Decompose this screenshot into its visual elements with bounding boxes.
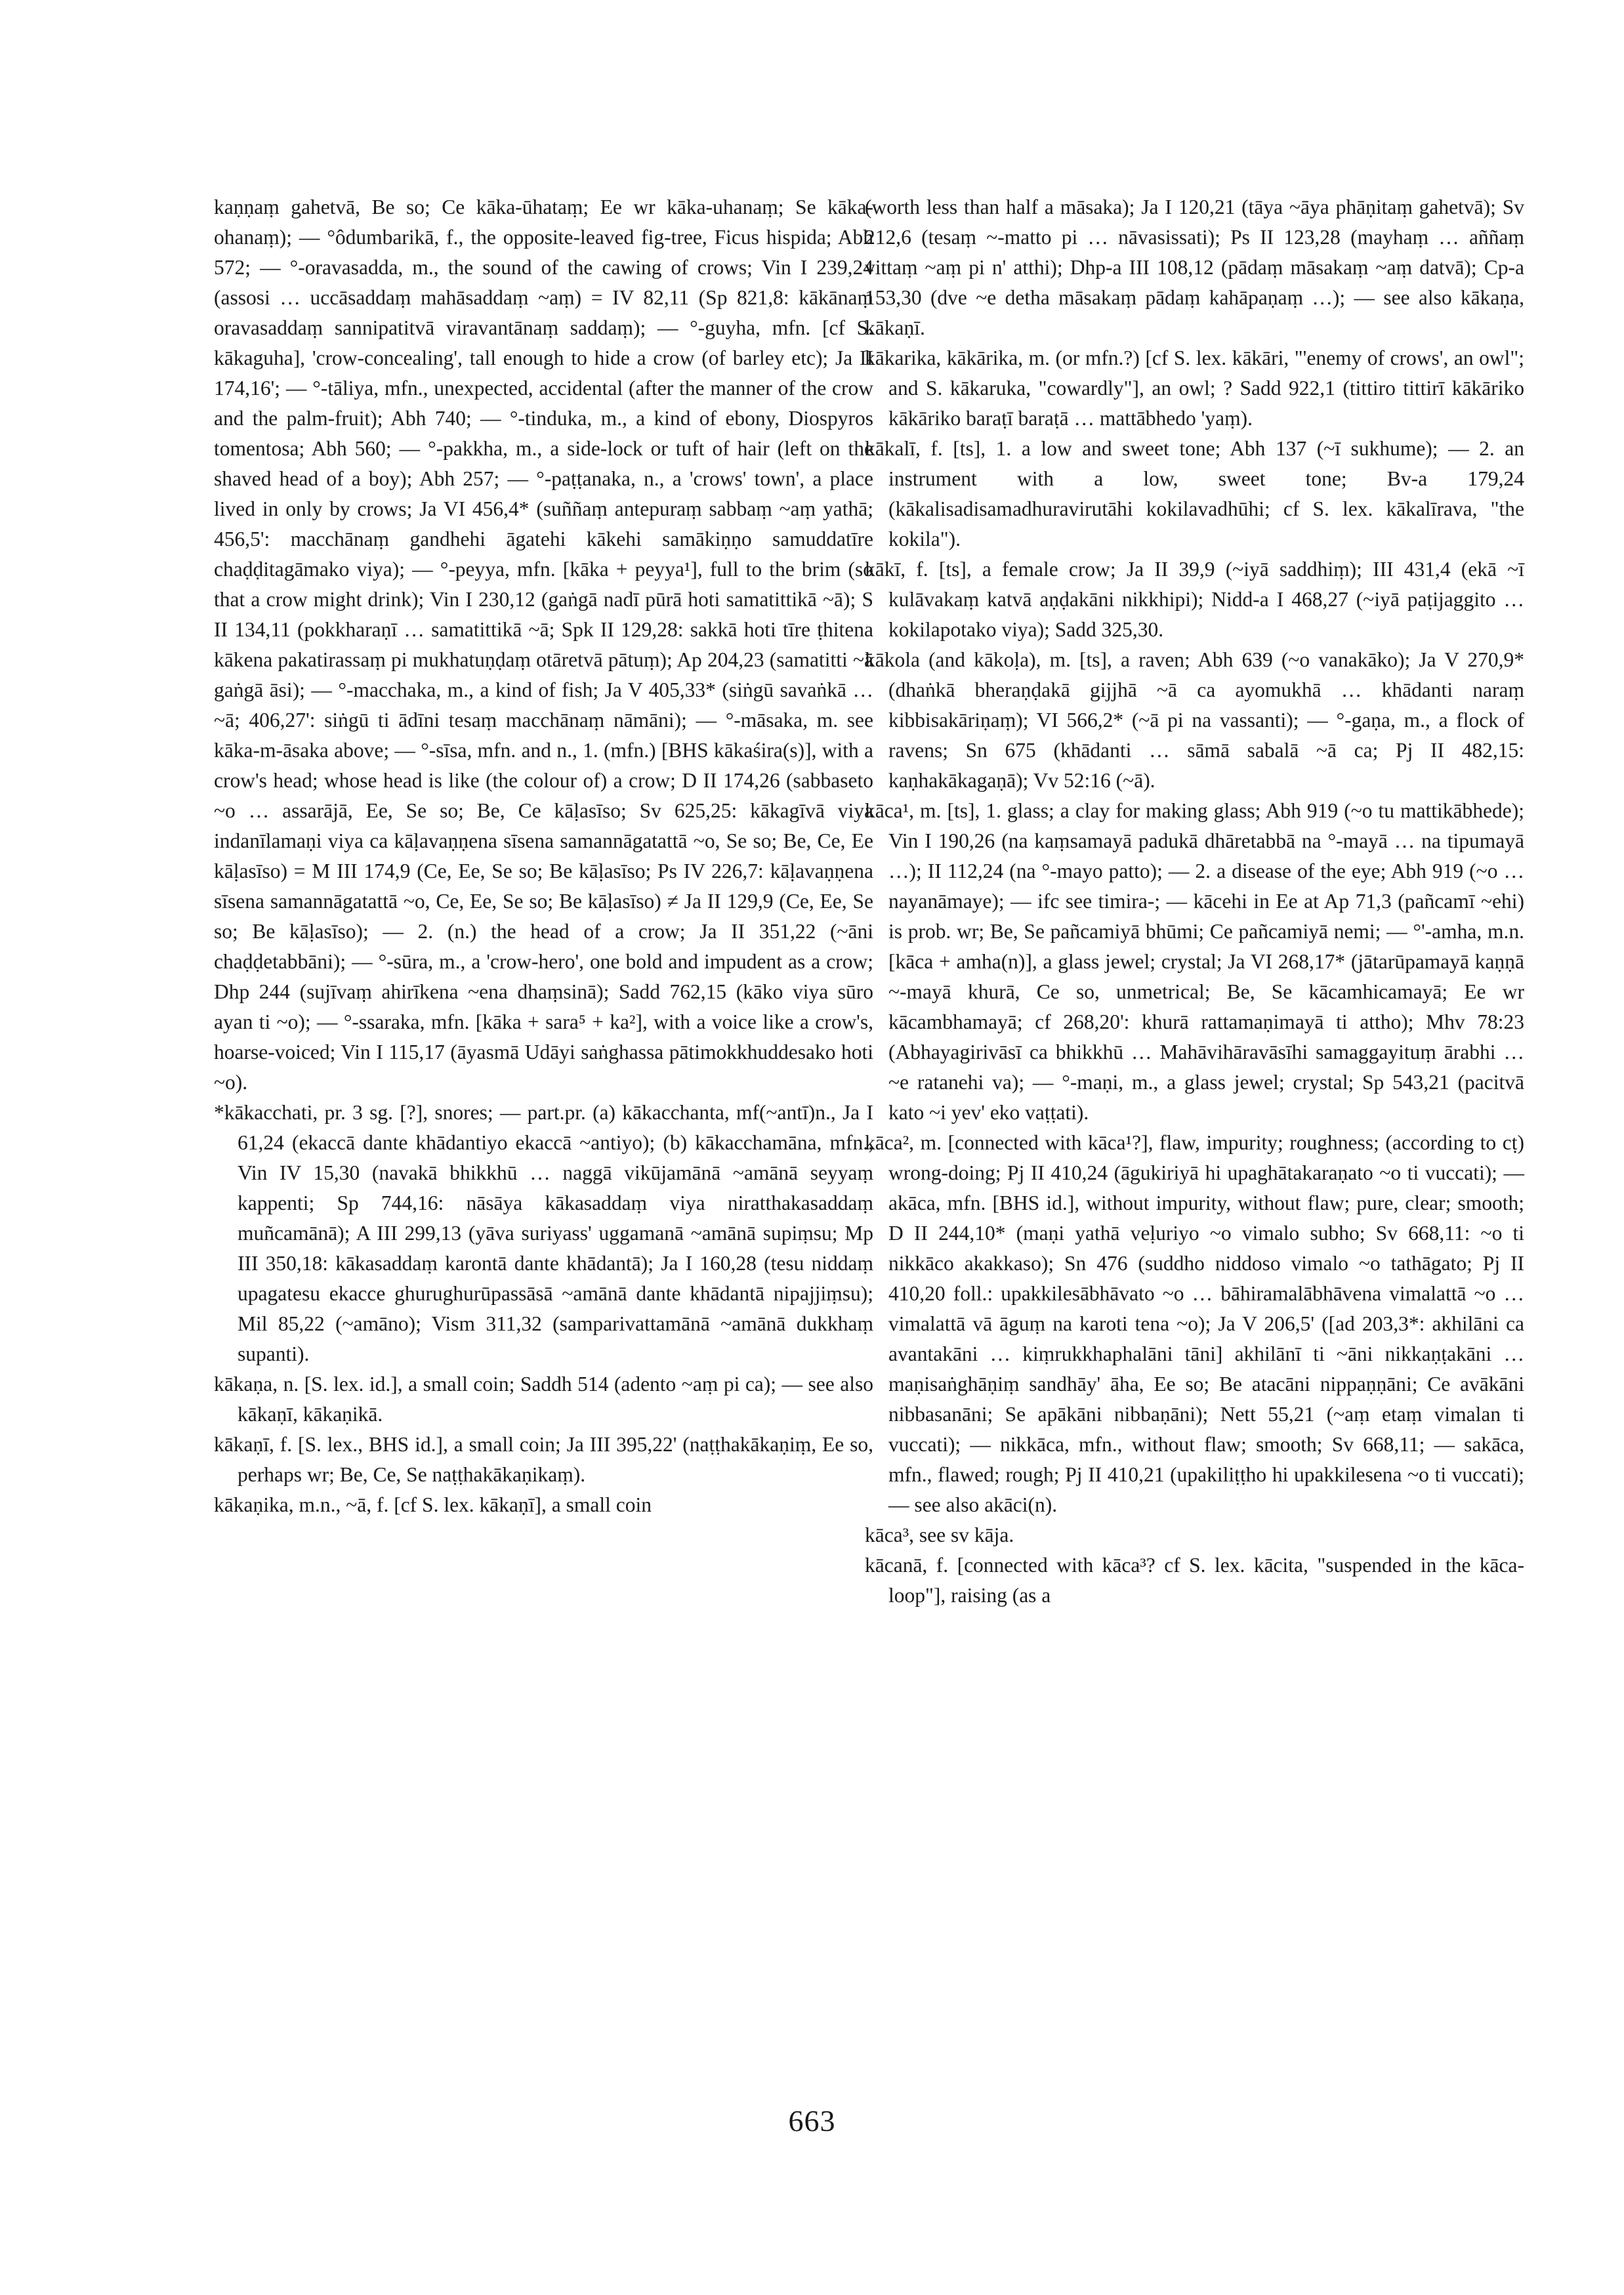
entry-kaca-1: kāca¹, m. [ts], 1. glass; a clay for making glass; Abh 919 (~o tu mattikābhede); Vin I 190,26 (na kaṃsamayā padukā dhāretabbā na °-mayā … na tipumayā …); II 112,24 (na °-mayo patto); — 2. a disease of the eye; Abh 919 (~o … nayanāmaye); — ifc see timira-; — kācehi in Ee at Ap 71,3 (pañcamī ~ehi) is prob. wr; Be, Se pañcamiyā bhūmi; Ce pañcamiyā nemi; — °'-amha, m.n. [kāca + amha(n)], a glass jewel; crystal; Ja VI 268,17* (jātarūpamayā kaṇṇā ~-mayā khurā, Ce so, unmetrical; Be, Se kācamhicamayā; Ee wr kācambhamayā; cf 268,20': khurā rattamaṇimayā ti attho); Mhv 78:23 (Abhayagirivāsī ca bhikkhū … Mahāvihāravāsīhi samaggayituṃ ārabhi … ~e ratanehi va); — °-maṇi, m., a glass jewel; crystal; Sp 543,21 (pacitvā kato ~i yev' eko vaṭṭati). <box>865 799 1524 1124</box>
entry-kakanika-continuation: (worth less than half a māsaka); Ja I 120,21 (tāya ~āya phāṇitaṃ gahetvā); Sv 212,6 (tesaṃ ~-matto pi … nāvasissati); Ps II 123,28 (mayhaṃ … aññaṃ vittaṃ ~aṃ pi n' atthi); Dhp-a III 108,12 (pādaṃ māsakaṃ ~aṃ datvā); Cp-a 153,30 (dve ~e detha māsakaṃ pādaṃ kahāpaṇaṃ …); — see also kākaṇa, kākaṇī. <box>865 196 1524 339</box>
entry-kaka-continuation: kaṇṇaṃ gahetvā, Be so; Ce kāka-ūhataṃ; Ee wr kāka-uhanaṃ; Se kāka-ohanaṃ); — °ôdumbarikā, f., the opposite-leaved fig-tree, Ficus hispida; Abh 572; — °-oravasadda, m., the sound of the cawing of crows; Vin I 239,24 (assosi … uccāsaddaṃ mahāsaddaṃ ~aṃ) = IV 82,11 (Sp 821,8: kākānaṃ oravasaddaṃ sannipatitvā viravantānaṃ saddaṃ); — °-guyha, mfn. [cf S. kākaguha], 'crow-concealing', tall enough to hide a crow (of barley etc); Ja II 174,16'; — °-tāliya, mfn., unexpected, accidental (after the manner of the crow and the palm-fruit); Abh 740; — °-tinduka, m., a kind of ebony, Diospyros tomentosa; Abh 560; — °-pakkha, m., a side-lock or tuft of hair (left on the shaved head of a boy); Abh 257; — °-paṭṭanaka, n., a 'crows' town', a place lived in only by crows; Ja VI 456,4* (suññaṃ antepuraṃ sabbaṃ ~aṃ yathā; 456,5': macchānaṃ gandhehi āgatehi kākehi samākiṇṇo samuddatīre chaḍḍitagāmako viya); — °-peyya, mfn. [kāka + peyya¹], full to the brim (so that a crow might drink); Vin I 230,12 (gaṅgā nadī pūrā hoti samatittikā ~ā); S II 134,11 (pokkharaṇī … samatittikā ~ā; Spk II 129,28: sakkā hoti tīre ṭhitena kākena pakatirassaṃ pi mukhatuṇḍaṃ otāretvā pātuṃ); Ap 204,23 (samatitti ~ā gaṅgā āsi); — °-macchaka, m., a kind of fish; Ja V 405,33* (siṅgū savaṅkā … ~ā; 406,27': siṅgū ti ādīni tesaṃ macchānaṃ nāmāni); — °-māsaka, m. see kāka-m-āsaka above; — °-sīsa, mfn. and n., 1. (mfn.) [BHS kākaśira(s)], with a crow's head; whose head is like (the colour of) a crow; D II 174,26 (sabbaseto ~o … assarājā, Ee, Se so; Be, Ce kāḷasīso; Sv 625,25: kākagīvā viya indanīlamaṇi viya ca kāḷavaṇṇena sīsena samannāgatattā ~o, Se so; Be, Ce, Ee kāḷasīso) = M III 174,9 (Ce, Ee, Se so; Be kāḷasīso; Ps IV 226,7: kāḷavaṇṇena sīsena samannāgatattā ~o, Ce, Ee, Se so; Be kāḷasīso) ≠ Ja II 129,9 (Ce, Ee, Se so; Be kāḷasīso); — 2. (n.) the head of a crow; Ja II 351,22 (~āni chaḍḍetabbāni); — °-sūra, m., a 'crow-hero', one bold and impudent as a crow; Dhp 244 (sujīvaṃ ahirīkena ~ena dhaṃsinā); Sadd 762,15 (kāko viya sūro ayan ti ~o); — °-ssaraka, mfn. [kāka + sara⁵ + ka²], with a voice like a crow's, hoarse-voiced; Vin I 115,17 (āyasmā Udāyi saṅghassa pātimokkhuddesako hoti ~o). <box>214 196 873 1094</box>
entry-kakacchati: *kākacchati, pr. 3 sg. [?], snores; — part.pr. (a) kākacchanta, mf(~antī)n., Ja I 61,24 (ekaccā dante khādantiyo ekaccā ~antiyo); (b) kākacchamāna, mfn., Vin IV 15,30 (navakā bhikkhū … naggā vikūjamānā ~amānā seyyaṃ kappenti; Sp 744,16: nāsāya kākasaddaṃ viya niratthakasaddaṃ muñcamānā); A III 299,13 (yāva suriyass' uggamanā ~amānā supiṃsu; Mp III 350,18: kākasaddaṃ karontā dante khādantā); Ja I 160,28 (tesu niddaṃ upagatesu ekacce ghurughurūpassāsā ~amānā dante khādantā nipajjiṃsu); Mil 85,22 (~amāno); Vism 311,32 (samparivattamānā ~amānā dukkhaṃ supanti). <box>214 1101 873 1365</box>
page-number: 663 <box>788 2104 836 2138</box>
entry-kaca-2: kāca², m. [connected with kāca¹?], flaw, impurity; roughness; (according to cṭ) wrong-doing; Pj II 410,24 (āgukiriyā hi upaghātakaraṇato ~o ti vuccati); — akāca, mfn. [BHS id.], without impurity, without flaw; pure, clear; smooth; D II 244,10* (maṇi yathā veḷuriyo ~o vimalo subho; Sv 668,11: ~o ti nikkāco akakkaso); Sn 476 (suddho niddoso vimalo ~o tathāgato; Pj II 410,20 foll.: upakkilesābhāvato ~o … bāhiramalābhāvena vimalattā ~o … vimalattā vā āguṃ na karoti tena ~o); Ja V 206,5' ([ad 203,3*: akhilāni ca avantakāni … kiṃrukkhaphalāni tāni] akhilānī ti ~āni nikkaṇṭakāni … maṇisaṅghāṇiṃ sandhāy' āha, Ee so; Be atacāni nippaṇṇāni; Ce avākāni nibbasanāni; Se apākāni nibbaṇāni); Nett 55,21 (~aṃ etaṃ vimalan ti vuccati); — nikkāca, mfn., without flaw; smooth; Sv 668,11; — sakāca, mfn., flawed; rough; Pj II 410,21 (upakiliṭṭho hi upakkilesena ~o ti vuccati); — see also akāci(n). <box>865 1131 1524 1516</box>
entry-kakarika: kākarika, kākārika, m. (or mfn.?) [cf S. lex. kākāri, "'enemy of crows', an owl"; and S. kākaruka, "cowardly"], an owl; ? Sadd 922,1 (tittiro tittirī kākāriko kākāriko baraṭī baraṭā … mattābhedo 'yaṃ). <box>865 346 1524 430</box>
left-column <box>214 192 873 1520</box>
entry-kacana: kācanā, f. [connected with kāca³? cf S. lex. kācita, "suspended in the kāca-loop"], raising (as a <box>865 1554 1524 1607</box>
entry-kakana: kākaṇa, n. [S. lex. id.], a small coin; Saddh 514 (adento ~aṃ pi ca); — see also kākaṇī, kākaṇikā. <box>214 1373 873 1426</box>
entry-kakali: kākalī, f. [ts], 1. a low and sweet tone; Abh 137 (~ī sukhume); — 2. an instrument with a low, sweet tone; Bv-a 179,24 (kākalisadisamadhuravirutāhi kokilavadhūhi; cf S. lex. kākalīrava, "the kokila"). <box>865 437 1524 550</box>
entry-kakani: kākaṇī, f. [S. lex., BHS id.], a small coin; Ja III 395,22' (naṭṭhakākaṇiṃ, Ee so, perhaps wr; Be, Ce, Se naṭṭhakākaṇikaṃ). <box>214 1433 873 1486</box>
entry-kakola: kākola (and kākoḷa), m. [ts], a raven; Abh 639 (~o vanakāko); Ja V 270,9* (dhaṅkā bheraṇḍakā gijjhā ~ā ca ayomukhā … khādanti naraṃ kibbisakāriṇaṃ); VI 566,2* (~ā pi na vassanti); — °-gaṇa, m., a flock of ravens; Sn 675 (khādanti … sāmā sabalā ~ā ca; Pj II 482,15: kaṇhakākagaṇā); Vv 52:16 (~ā). <box>865 648 1524 792</box>
right-column <box>865 192 1524 1611</box>
entry-kaki: kākī, f. [ts], a female crow; Ja II 39,9 (~iyā saddhiṃ); III 431,4 (ekā ~ī kulāvakaṃ katvā aṇḍakāni nikkhipi); Nidd-a I 468,27 (~iyā paṭijaggito … kokilapotako viya); Sadd 325,30. <box>865 558 1524 641</box>
entry-kaca-3: kāca³, see sv kāja. <box>865 1523 1014 1546</box>
entry-kakanika: kākaṇika, m.n., ~ā, f. [cf S. lex. kākaṇī], a small coin <box>214 1493 652 1516</box>
